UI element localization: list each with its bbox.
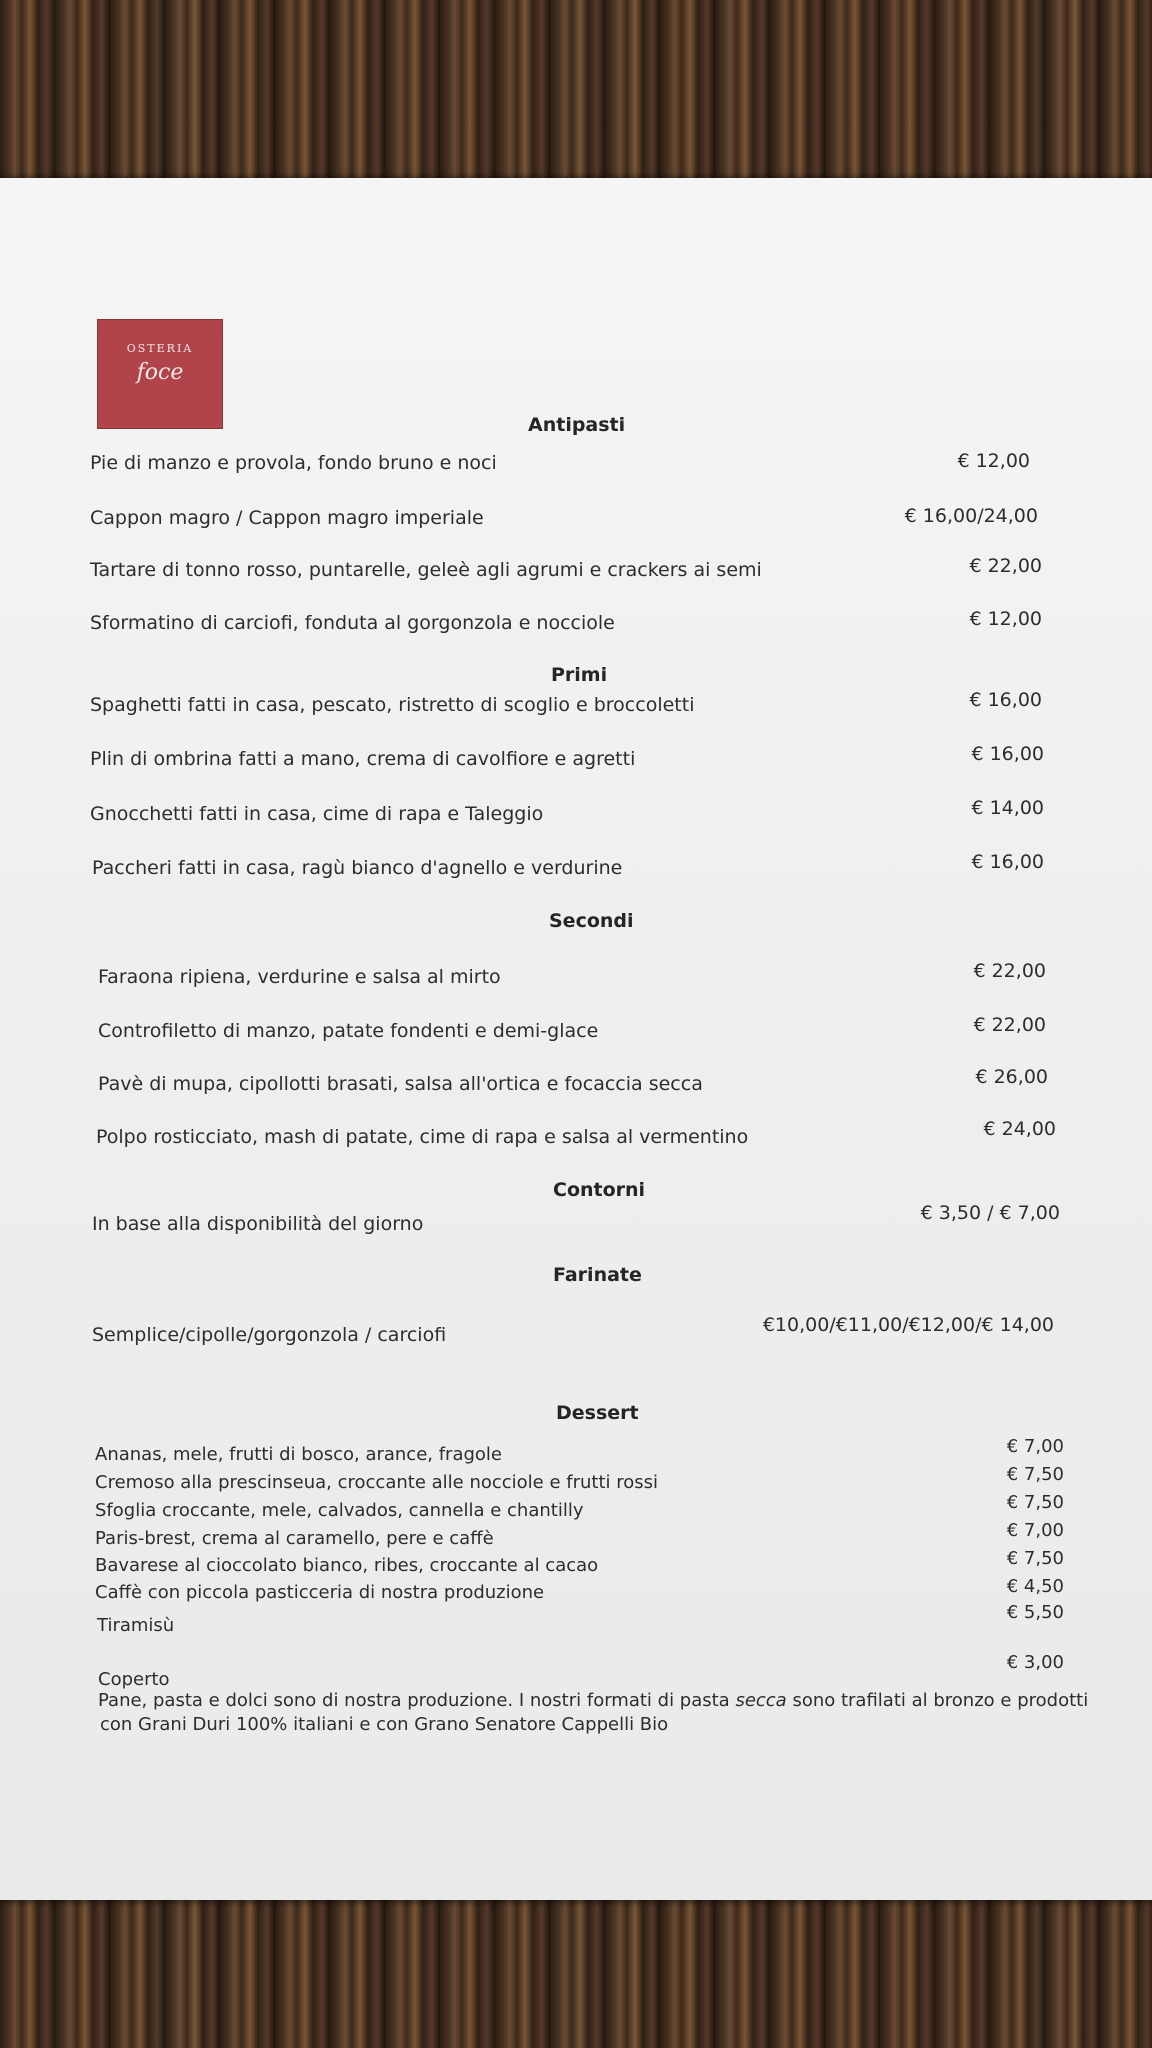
menu-item-name: Tiramisù <box>97 1615 175 1636</box>
wooden-table-bottom <box>0 1880 1152 2048</box>
menu-item-name: Caffè con piccola pasticceria di nostra produzione <box>95 1582 545 1603</box>
wooden-table-top <box>0 0 1152 190</box>
menu-item-name: Pie di manzo e provola, fondo bruno e noci <box>90 452 497 474</box>
menu-item-price: € 22,00 <box>973 960 1046 982</box>
footer-note-part: Pane, pasta e dolci sono di nostra produzione. I nostri formati di pasta <box>98 1690 736 1711</box>
menu-item-price: € 7,50 <box>1006 1492 1064 1513</box>
menu-item-name: Gnocchetti fatti in casa, cime di rapa e Taleggio <box>90 803 544 825</box>
menu-item-price: €10,00/€11,00/€12,00/€ 14,00 <box>762 1314 1054 1336</box>
menu-item-price: € 22,00 <box>973 1014 1046 1036</box>
osteria-logo <box>98 320 222 428</box>
section-dessert: Dessert <box>556 1402 639 1424</box>
menu-item-name: Plin di ombrina fatti a mano, crema di cavolfiore e agretti <box>90 748 636 770</box>
logo-line1: OSTERIA <box>126 342 194 355</box>
footer-note-part: sono trafilati al bronzo e prodotti <box>786 1690 1089 1711</box>
menu-item-price: € 7,50 <box>1006 1464 1064 1485</box>
section-primi: Primi <box>551 664 608 686</box>
menu-item-name: Semplice/cipolle/gorgonzola / carciofi <box>92 1324 447 1346</box>
menu-item-name: Polpo rosticciato, mash di patate, cime di rapa e salsa al vermentino <box>96 1126 749 1148</box>
menu-item-name: Tartare di tonno rosso, puntarelle, geleè agli agrumi e crackers ai semi <box>90 559 762 581</box>
coperto-price: € 3,00 <box>1006 1652 1064 1673</box>
menu-item-name: Paccheri fatti in casa, ragù bianco d'agnello e verdurine <box>92 857 623 879</box>
menu-item-name: Sfoglia croccante, mele, calvados, cannella e chantilly <box>95 1500 584 1521</box>
menu-item-price: € 22,00 <box>969 555 1042 577</box>
menu-item-price: € 16,00/24,00 <box>904 505 1038 527</box>
menu-item-name: Bavarese al cioccolato bianco, ribes, croccante al cacao <box>95 1555 599 1576</box>
footer-note-line1 <box>98 1690 1088 1711</box>
menu-item-price: € 4,50 <box>1006 1576 1064 1597</box>
menu-item-price: € 16,00 <box>969 689 1042 711</box>
menu-item-price: € 16,00 <box>971 851 1044 873</box>
menu-item-name: Ananas, mele, frutti di bosco, arance, fragole <box>95 1444 503 1465</box>
menu-item-name: Paris-brest, crema al caramello, pere e caffè <box>95 1528 494 1549</box>
section-secondi: Secondi <box>549 910 634 932</box>
section-contorni: Contorni <box>553 1179 646 1201</box>
menu-item-price: € 3,50 / € 7,00 <box>920 1202 1060 1224</box>
menu-item-price: € 7,50 <box>1006 1548 1064 1569</box>
menu-item-price: € 12,00 <box>957 450 1030 472</box>
menu-item-name: Cremoso alla prescinseua, croccante alle nocciole e frutti rossi <box>95 1472 659 1493</box>
menu-item-price: € 14,00 <box>971 797 1044 819</box>
menu-item-name: Cappon magro / Cappon magro imperiale <box>90 507 484 529</box>
menu-item-name: In base alla disponibilità del giorno <box>92 1213 424 1235</box>
menu-item-price: € 24,00 <box>983 1118 1056 1140</box>
section-antipasti: Antipasti <box>528 414 626 436</box>
menu-item-price: € 7,00 <box>1006 1436 1064 1457</box>
coperto-label: Coperto <box>98 1669 170 1690</box>
menu-item-name: Spaghetti fatti in casa, pescato, ristretto di scoglio e broccoletti <box>90 694 695 716</box>
menu-item-price: € 12,00 <box>969 608 1042 630</box>
logo-line2: foce <box>136 360 184 385</box>
menu-item-price: € 26,00 <box>975 1066 1048 1088</box>
menu-item-name: Pavè di mupa, cipollotti brasati, salsa all'ortica e focaccia secca <box>98 1073 703 1095</box>
footer-note-emphasis: secca <box>735 1690 787 1711</box>
menu-item-name: Faraona ripiena, verdurine e salsa al mirto <box>98 966 501 988</box>
footer-note-line2: con Grani Duri 100% italiani e con Grano Senatore Cappelli Bio <box>100 1714 669 1735</box>
menu-item-price: € 16,00 <box>971 743 1044 765</box>
menu-item-name: Sformatino di carciofi, fonduta al gorgonzola e nocciole <box>90 612 615 634</box>
menu-item-price: € 5,50 <box>1006 1602 1064 1623</box>
menu-item-name: Controfiletto di manzo, patate fondenti e demi-glace <box>98 1020 599 1042</box>
section-farinate: Farinate <box>553 1264 642 1286</box>
menu-item-price: € 7,00 <box>1006 1520 1064 1541</box>
